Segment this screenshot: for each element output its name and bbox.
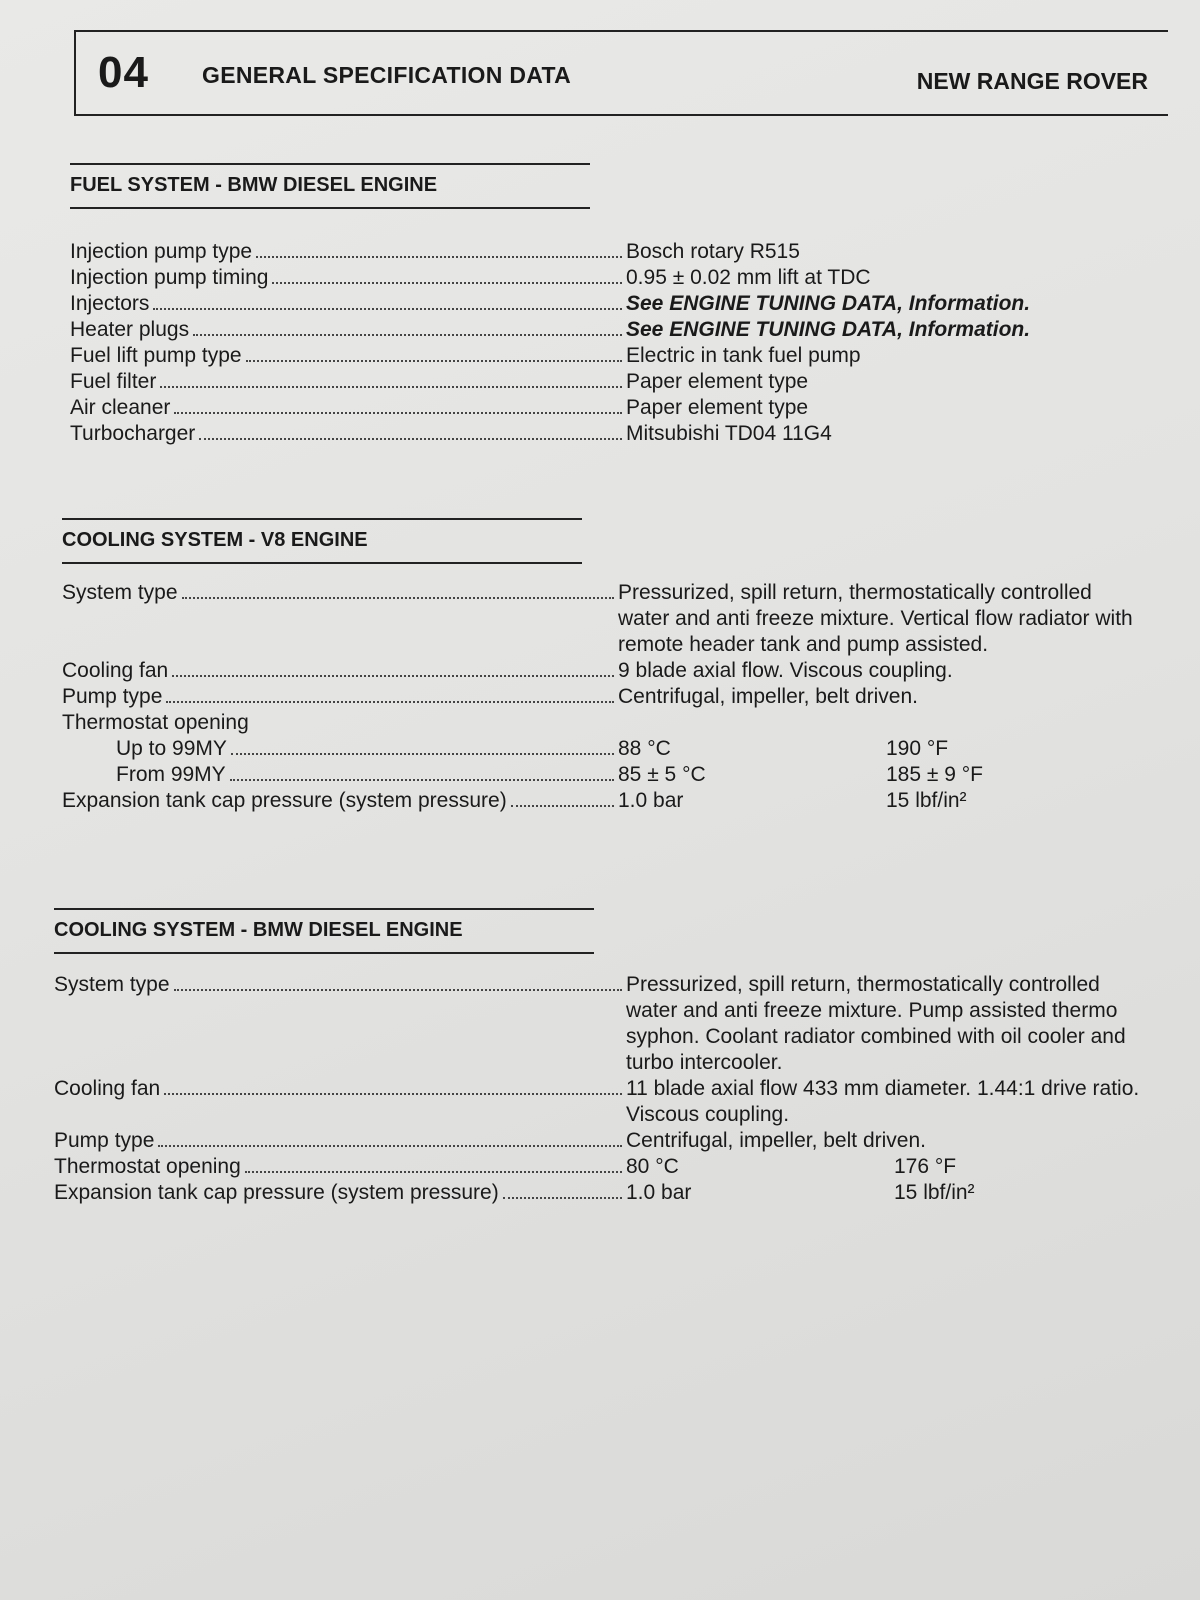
spec-label: Heater plugs — [70, 317, 626, 343]
spec-value: 88 °C — [618, 737, 671, 760]
spec-row — [62, 788, 1148, 814]
section-heading: COOLING SYSTEM - BMW DIESEL ENGINE — [54, 908, 594, 954]
spec-row — [54, 1180, 1156, 1206]
spec-value: See ENGINE TUNING DATA, Information. — [626, 318, 1031, 341]
cooling-v8-section — [62, 518, 1148, 814]
spec-row — [62, 762, 1148, 788]
spec-value: Pressurized, spill return, thermostatically controlled water and anti freeze mixture. Pump assisted thermo syphon. Coolant radiator combined with oil cooler and turbo intercooler. — [626, 973, 1126, 1074]
spec-label: Pump type — [62, 684, 618, 710]
spec-value: Paper element type — [626, 396, 809, 419]
spec-row — [62, 658, 1148, 684]
spec-row — [70, 265, 1156, 291]
spec-label: Turbocharger — [70, 421, 626, 447]
spec-label: Injectors — [70, 291, 626, 317]
spec-value: Centrifugal, impeller, belt driven. — [618, 685, 918, 708]
spec-value: 9 blade axial flow. Viscous coupling. — [618, 659, 953, 682]
spec-row — [70, 291, 1156, 317]
spec-value-imperial: 185 ± 9 °F — [886, 763, 983, 786]
spec-value: Paper element type — [626, 370, 809, 393]
spec-label: Fuel lift pump type — [70, 343, 626, 369]
spec-label: Pump type — [54, 1128, 626, 1154]
spec-label: From 99MY — [62, 762, 618, 788]
spec-row — [70, 317, 1156, 343]
page-header — [74, 30, 1168, 116]
spec-value-imperial: 176 °F — [894, 1155, 957, 1178]
spec-row — [62, 684, 1148, 710]
section-number: 04 — [98, 48, 149, 97]
spec-list — [54, 972, 1156, 1206]
spec-row — [62, 710, 1148, 736]
spec-label: Fuel filter — [70, 369, 626, 395]
spec-value: See ENGINE TUNING DATA, Information. — [626, 292, 1031, 315]
spec-label: Up to 99MY — [62, 736, 618, 762]
spec-value: 11 blade axial flow 433 mm diameter. 1.44:1 drive ratio. Viscous coupling. — [626, 1077, 1140, 1126]
section-heading: COOLING SYSTEM - V8 ENGINE — [62, 518, 582, 564]
spec-label: Injection pump timing — [70, 265, 626, 291]
section-heading: FUEL SYSTEM - BMW DIESEL ENGINE — [70, 163, 590, 209]
spec-value: 85 ± 5 °C — [618, 763, 706, 786]
spec-label: Thermostat opening — [54, 1154, 626, 1180]
spec-value: 1.0 bar — [626, 1181, 692, 1204]
spec-label: System type — [54, 972, 626, 1076]
spec-row — [54, 1154, 1156, 1180]
spec-label: Air cleaner — [70, 395, 626, 421]
spec-value: Pressurized, spill return, thermostatically controlled water and anti freeze mixture. Vertical flow radiator with remote header tank and pump assisted. — [618, 581, 1133, 656]
spec-row — [54, 972, 1156, 1076]
spec-row — [70, 395, 1156, 421]
spec-list — [62, 580, 1148, 814]
spec-value: 0.95 ± 0.02 mm lift at TDC — [626, 266, 871, 289]
spec-row — [54, 1076, 1156, 1128]
spec-label: Thermostat opening — [62, 711, 249, 734]
cooling-bmw-section — [54, 908, 1156, 1206]
vehicle-name: NEW RANGE ROVER — [916, 68, 1148, 94]
spec-value: Electric in tank fuel pump — [626, 344, 861, 367]
spec-row — [70, 421, 1156, 447]
spec-label: Cooling fan — [62, 658, 618, 684]
spec-value: 1.0 bar — [618, 789, 684, 812]
spec-label: System type — [62, 580, 618, 658]
spec-label: Expansion tank cap pressure (system pressure) — [62, 788, 618, 814]
spec-row — [62, 736, 1148, 762]
spec-row — [70, 343, 1156, 369]
spec-list — [70, 239, 1156, 447]
spec-value: 80 °C — [626, 1155, 679, 1178]
spec-label: Expansion tank cap pressure (system pressure) — [54, 1180, 626, 1206]
spec-label: Cooling fan — [54, 1076, 626, 1128]
spec-row — [70, 239, 1156, 265]
section-title: GENERAL SPECIFICATION DATA — [202, 62, 571, 88]
spec-value: Mitsubishi TD04 11G4 — [626, 422, 832, 445]
spec-value-imperial: 190 °F — [886, 737, 949, 760]
spec-label: Injection pump type — [70, 239, 626, 265]
fuel-system-bmw-section — [70, 163, 1156, 447]
spec-row — [54, 1128, 1156, 1154]
spec-value: Centrifugal, impeller, belt driven. — [626, 1129, 926, 1152]
spec-value-imperial: 15 lbf/in² — [894, 1181, 975, 1204]
spec-row — [70, 369, 1156, 395]
spec-value-imperial: 15 lbf/in² — [886, 789, 967, 812]
spec-row — [62, 580, 1148, 658]
spec-value: Bosch rotary R515 — [626, 240, 800, 263]
